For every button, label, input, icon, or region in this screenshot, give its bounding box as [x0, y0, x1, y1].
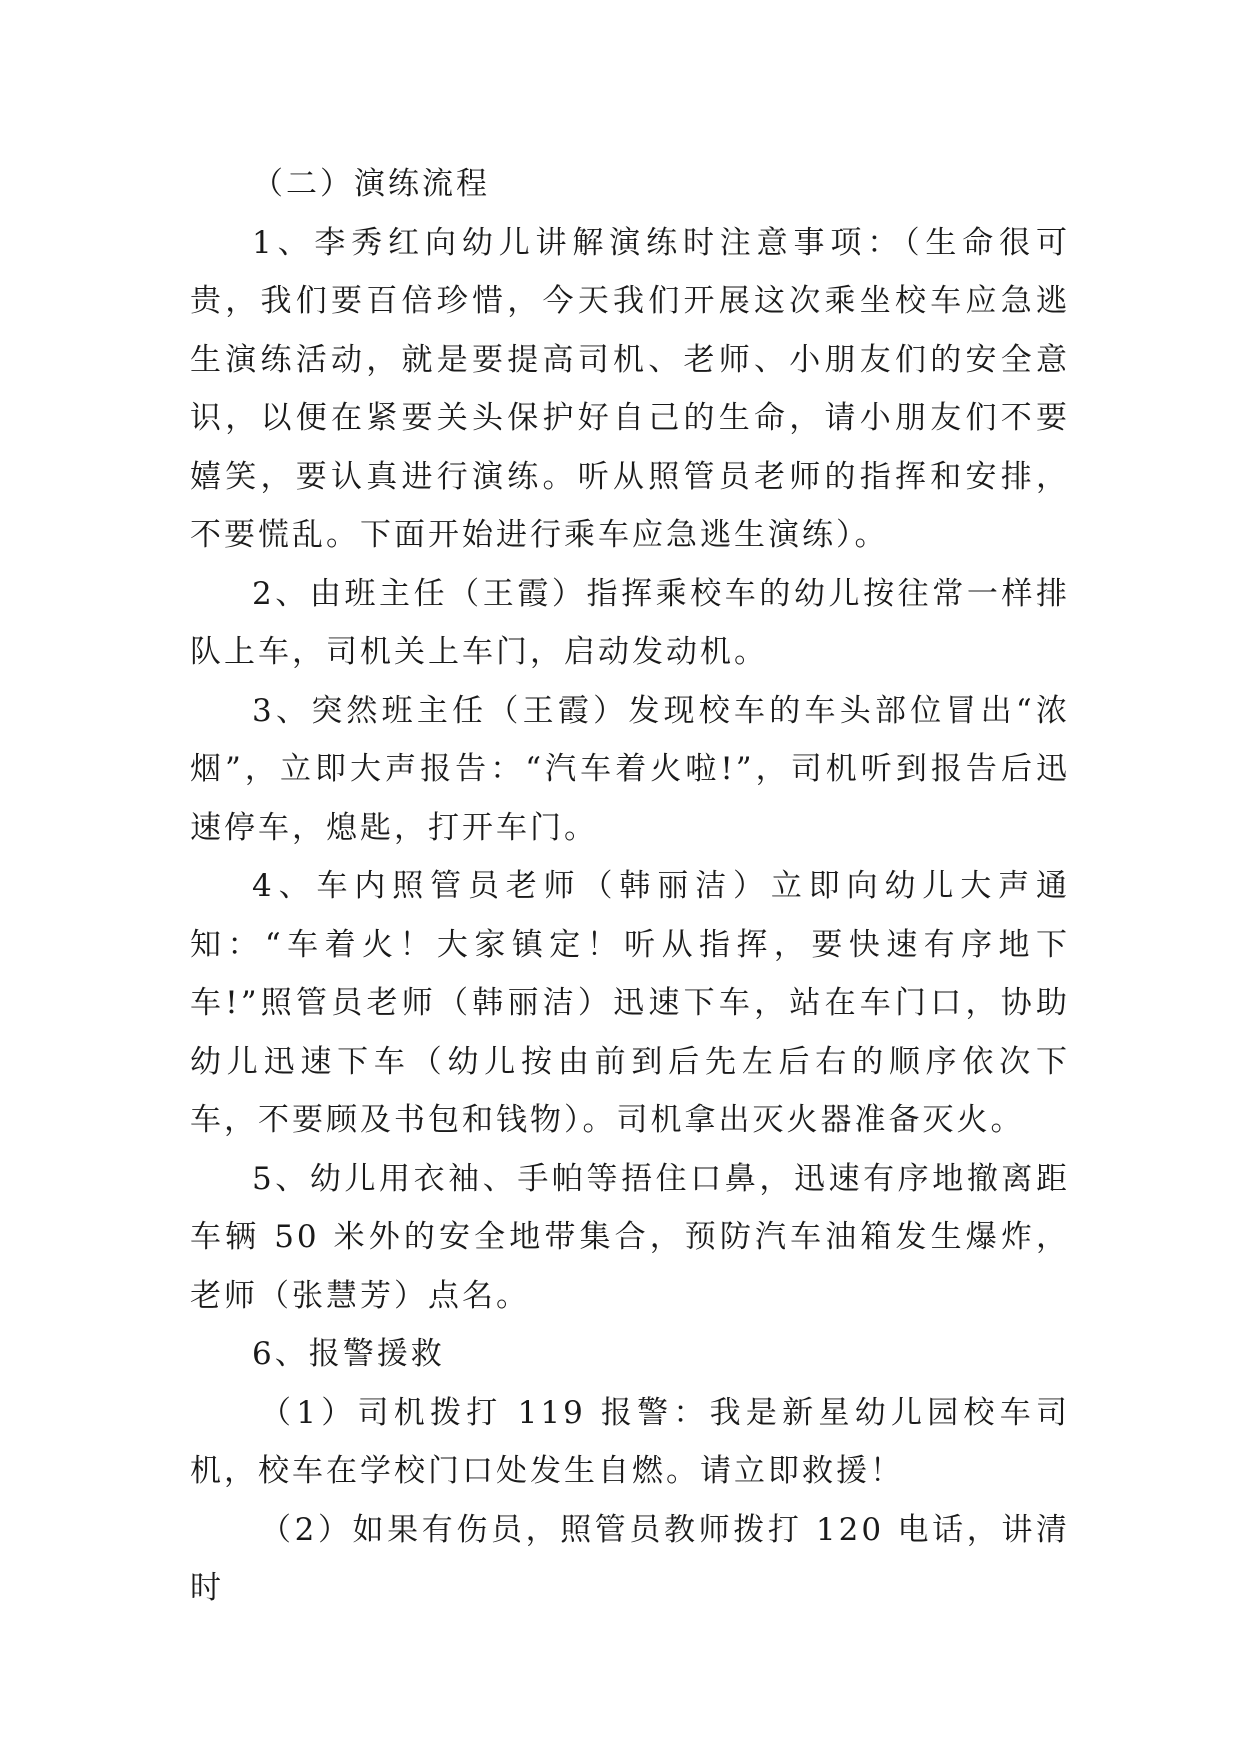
- paragraph-step-5: 5、幼儿用衣袖、手帕等捂住口鼻，迅速有序地撤离距车辆 50 米外的安全地带集合，预防汽车油箱发生爆炸，老师（张慧芳）点名。: [190, 1160, 1070, 1314]
- paragraph-step-2: 2、由班主任（王霞）指挥乘校车的幼儿按往常一样排队上车，司机关上车门，启动发动机。: [190, 575, 1070, 670]
- paragraph-step-1: 1、李秀红向幼儿讲解演练时注意事项：（生命很可贵，我们要百倍珍惜，今天我们开展这次乘坐校车应急逃生演练活动，就是要提高司机、老师、小朋友们的安全意识，以便在紧要关头保护好自己的生命，请小朋友们不要嬉笑，要认真进行演练。听从照管员老师的指挥和安排，不要慌乱。下面开始进行乘车应急逃生演练）。: [190, 224, 1070, 553]
- paragraph-step-6-2: （2）如果有伤员，照管员教师拨打 120 电话，讲清时: [190, 1511, 1070, 1606]
- paragraph-step-4: 4、车内照管员老师（韩丽洁）立即向幼儿大声通知：“车着火！大家镇定！听从指挥，要快速有序地下车!”照管员老师（韩丽洁）迅速下车，站在车门口，协助幼儿迅速下车（幼儿按由前到后先左后右的顺序依次下车，不要顾及书包和钱物）。司机拿出灭火器准备灭火。: [190, 868, 1070, 1138]
- paragraph-step-6: 6、报警援救: [252, 1336, 445, 1372]
- section-heading: （二）演练流程: [252, 166, 490, 202]
- paragraph-step-6-1: （1）司机拨打 119 报警：我是新星幼儿园校车司机，校车在学校门口处发生自燃。请立即救援！: [190, 1394, 1070, 1489]
- document-body: [190, 155, 1070, 1618]
- paragraph-step-3: 3、突然班主任（王霞）发现校车的车头部位冒出“浓烟”，立即大声报告：“汽车着火啦!”，司机听到报告后迅速停车，熄匙，打开车门。: [190, 692, 1070, 846]
